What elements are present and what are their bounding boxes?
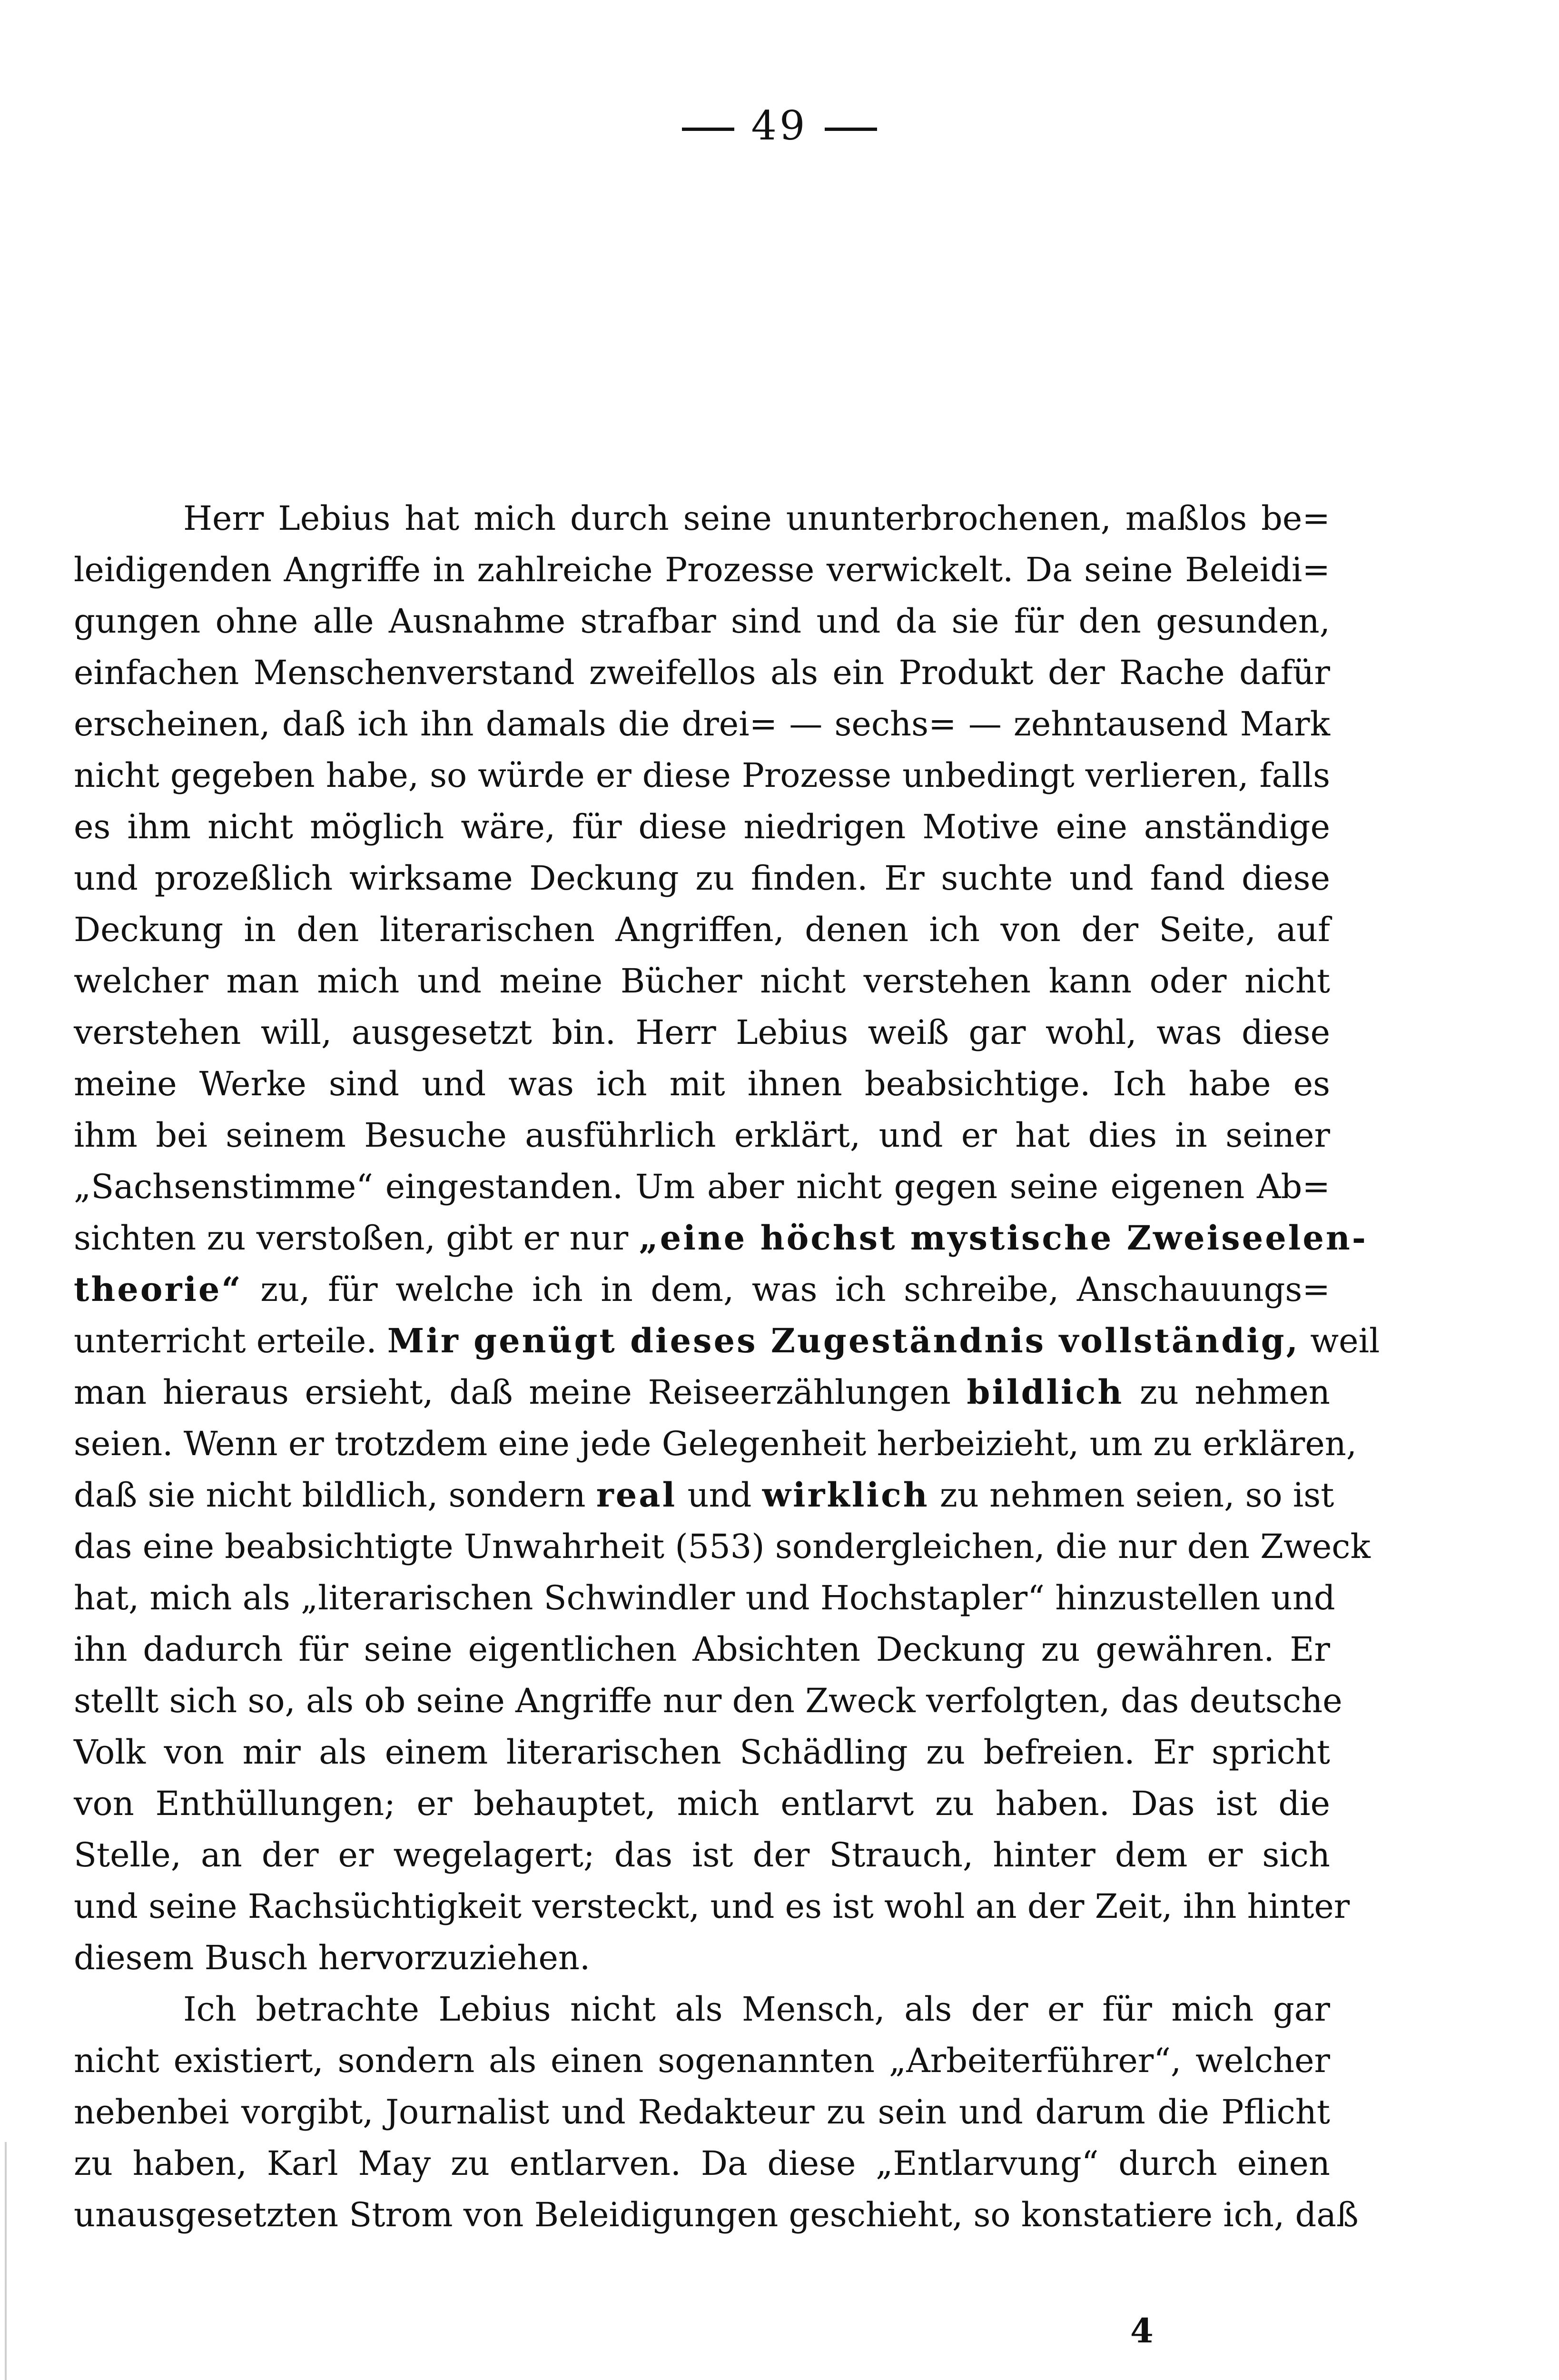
text-line: Volk von mir als einem literarischen Schädling zu befreien. Er spricht [74,1733,1330,1772]
text-line: Stelle, an der er wegelagert; das ist der Strauch, hinter dem er sich [74,1835,1330,1874]
text-line [74,1212,1368,1264]
text-line: Herr Lebius hat mich durch seine ununterbrochenen, maßlos be= [183,499,1330,538]
text-segment: daß sie nicht bildlich, sondern [74,1476,596,1515]
text-segment: weil [1299,1321,1380,1360]
page-number: 49 [751,102,808,149]
text-line: leidigenden Angriffe in zahlreiche Prozesse verwickelt. Da seine Beleidi= [74,550,1330,589]
text-line: und prozeßlich wirksame Deckung zu finden. Er suchte und fand diese [74,859,1330,898]
header-dash-right [825,128,877,131]
text-line: das eine beabsichtigte Unwahrheit (553) sondergleichen, die nur den Zweck [74,1527,1371,1566]
text-line: nicht existiert, sondern als einen sogenannten „Arbeiterführer“, welcher [74,2041,1330,2080]
text-line: zu haben, Karl May zu entlarven. Da diese „Entlarvung“ durch einen [74,2144,1330,2183]
text-segment: zu, für welche ich in dem, was ich schreibe, Anschauungs= [242,1270,1330,1309]
emphasized-text: „eine höchst mystische Zweiseelen- [639,1218,1368,1258]
body-text [74,493,1380,2241]
signature-mark: 4 [1130,2311,1154,2350]
scan-edge-mark [5,2142,7,2380]
text-line: Ich betrachte Lebius nicht als Mensch, als der er für mich gar [183,1990,1330,2029]
text-line: Deckung in den literarischen Angriffen, denen ich von der Seite, auf [74,910,1330,949]
text-line: gungen ohne alle Ausnahme strafbar sind und da sie für den gesunden, [74,602,1330,641]
text-line: welcher man mich und meine Bücher nicht verstehen kann oder nicht [74,962,1330,1001]
text-segment: und [677,1476,762,1515]
text-line: nebenbei vorgibt, Journalist und Redakteur zu sein und darum die Pflicht [74,2092,1330,2132]
emphasized-text: bildlich [967,1372,1124,1412]
text-line: ihn dadurch für seine eigentlichen Absichten Deckung zu gewähren. Er [74,1630,1330,1669]
text-line [74,1469,1334,1521]
text-line: diesem Busch hervorzuziehen. [74,1938,591,1977]
emphasized-text: wirklich [762,1475,929,1515]
text-line: seien. Wenn er trotzdem eine jede Gelegenheit herbeizieht, um zu erklären, [74,1424,1357,1463]
text-line [74,1315,1380,1367]
text-line: unausgesetzten Strom von Beleidigungen geschieht, so konstatiere ich, daß [74,2195,1359,2234]
text-segment: zu nehmen [1124,1373,1330,1412]
text-line: „Sachsenstimme“ eingestanden. Um aber nicht gegen seine eigenen Ab= [74,1167,1330,1206]
text-line [74,1367,1330,1418]
page-header [0,102,1559,149]
text-line: verstehen will, ausgesetzt bin. Herr Lebius weiß gar wohl, was diese [74,1013,1330,1052]
text-segment: sichten zu verstoßen, gibt er nur [74,1219,639,1258]
text-segment: unterricht erteile. [74,1321,387,1360]
emphasized-text: real [596,1475,677,1515]
text-line [74,1264,1330,1315]
text-line: ihm bei seinem Besuche ausführlich erklärt, und er hat dies in seiner [74,1116,1330,1155]
text-line: stellt sich so, als ob seine Angriffe nur den Zweck verfolgten, das deutsche [74,1681,1342,1720]
emphasized-text: Mir genügt dieses Zugeständnis vollständig, [387,1321,1300,1360]
text-line: nicht gegeben habe, so würde er diese Prozesse unbedingt verlieren, falls [74,756,1330,795]
text-line: hat, mich als „literarischen Schwindler und Hochstapler“ hinzustellen und [74,1578,1335,1617]
text-line: erscheinen, daß ich ihn damals die drei= — sechs= — zehntausend Mark [74,704,1330,744]
text-segment: zu nehmen seien, so ist [929,1476,1334,1515]
text-line: es ihm nicht möglich wäre, für diese niedrigen Motive eine anständige [74,807,1330,846]
text-line: einfachen Menschenverstand zweifellos als ein Produkt der Rache dafür [74,653,1330,692]
text-line: und seine Rachsüchtigkeit versteckt, und es ist wohl an der Zeit, ihn hinter [74,1887,1350,1926]
header-dash-left [682,128,734,131]
text-segment: man hieraus ersieht, daß meine Reiseerzählungen [74,1373,967,1412]
text-line: von Enthüllungen; er behauptet, mich entlarvt zu haben. Das ist die [74,1784,1330,1823]
text-line: meine Werke sind und was ich mit ihnen beabsichtige. Ich habe es [74,1064,1330,1103]
emphasized-text: theorie“ [74,1269,243,1309]
